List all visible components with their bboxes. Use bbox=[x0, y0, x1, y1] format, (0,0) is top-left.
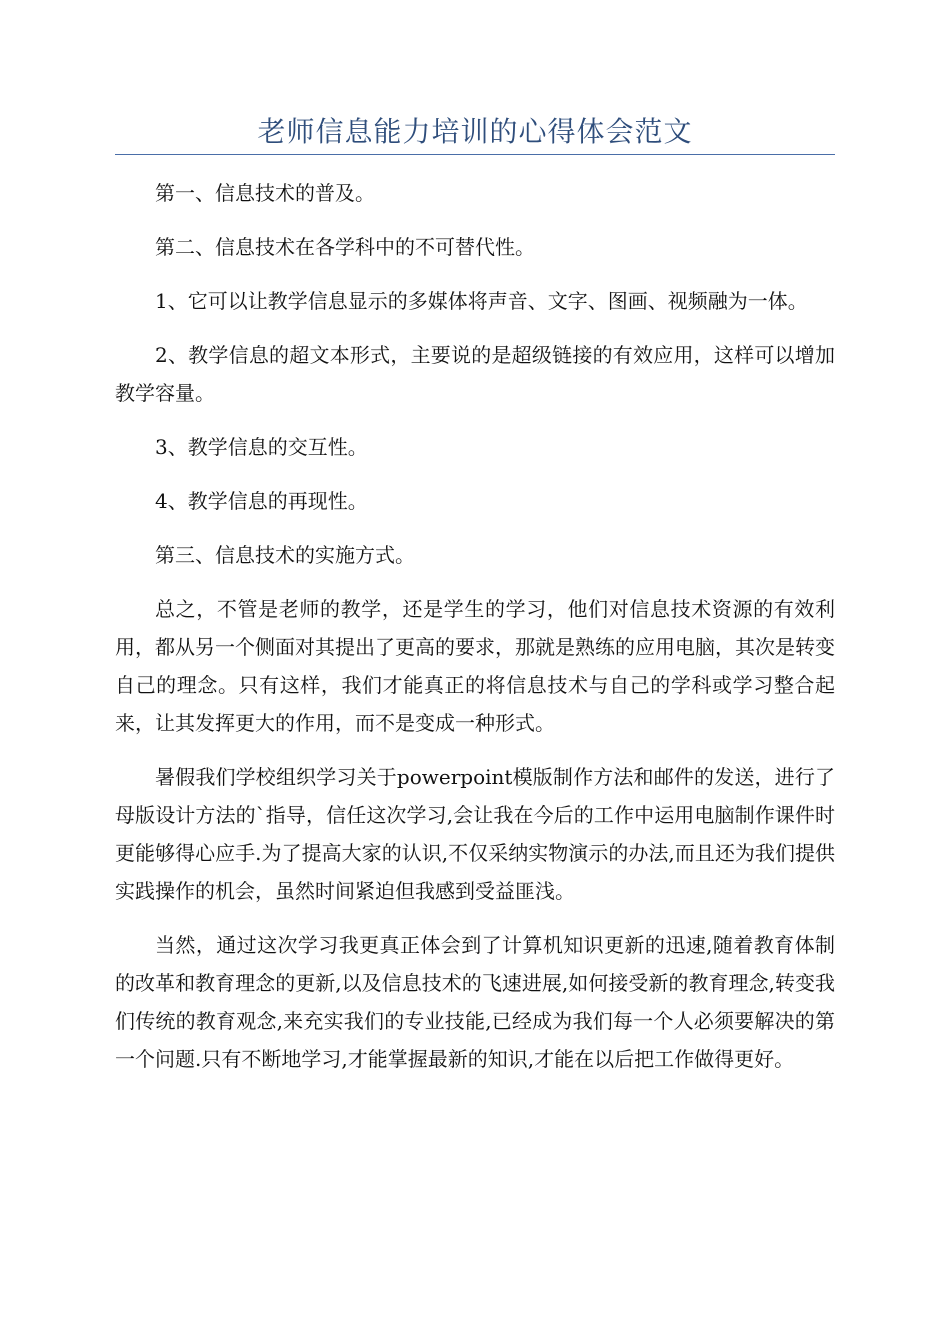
paragraph-8: 总之，不管是老师的教学，还是学生的学习，他们对信息技术资源的有效利用，都从另一个侧面对其提出了更高的要求，那就是熟练的应用电脑，其次是转变自己的理念。只有这样，我们才能真正的将信息技术与自己的学科或学习整合起来，让其发挥更大的作用，而不是变成一种形式。 bbox=[115, 597, 835, 735]
paragraph-10: 当然，通过这次学习我更真正体会到了计算机知识更新的迅速,随着教育体制的改革和教育理念的更新,以及信息技术的飞速进展,如何接受新的教育理念,转变我们传统的教育观念,来充实我们的专业技能,已经成为我们每一个人必须要解决的第一个问题.只有不断地学习,才能掌握最新的知识,才能在以后把工作做得更好。 bbox=[115, 933, 835, 1071]
paragraph-6: 4、教学信息的再现性。 bbox=[155, 489, 368, 513]
paragraph-1: 第一、信息技术的普及。 bbox=[155, 181, 375, 205]
paragraph-5: 3、教学信息的交互性。 bbox=[155, 435, 368, 459]
paragraph-7: 第三、信息技术的实施方式。 bbox=[155, 543, 415, 567]
paragraph-9: 暑假我们学校组织学习关于powerpoint模版制作方法和邮件的发送，进行了母版设计方法的`指导，信任这次学习,会让我在今后的工作中运用电脑制作课件时更能够得心应手.为了提高大家的认识,不仅采纳实物演示的办法,而且还为我们提供实践操作的机会，虽然时间紧迫但我感到受益匪浅。 bbox=[115, 765, 835, 903]
document-title: 老师信息能力培训的心得体会范文 bbox=[257, 115, 693, 148]
paragraph-4: 2、教学信息的超文本形式，主要说的是超级链接的有效应用，这样可以增加教学容量。 bbox=[115, 343, 835, 405]
document-body bbox=[115, 174, 835, 1094]
paragraph-2: 第二、信息技术在各学科中的不可替代性。 bbox=[155, 235, 535, 259]
title-underline bbox=[115, 154, 835, 155]
paragraph-3: 1、它可以让教学信息显示的多媒体将声音、文字、图画、视频融为一体。 bbox=[155, 289, 808, 313]
